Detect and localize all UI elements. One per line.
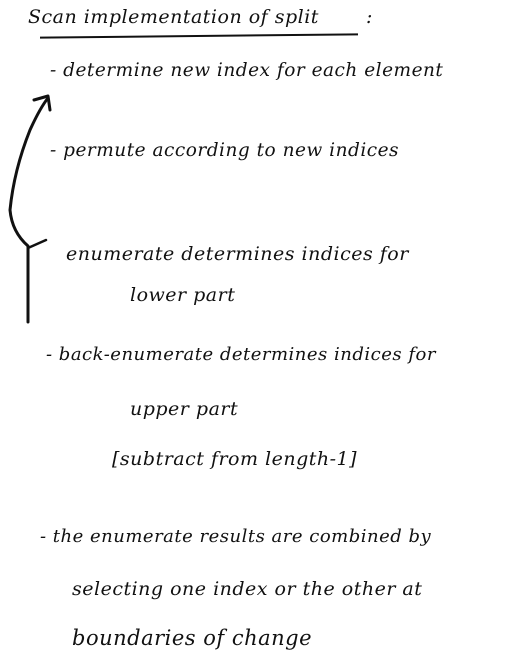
note-title: Scan implementation of split — [28, 6, 319, 28]
note-line-upper-part: upper part — [130, 398, 239, 420]
note-line-determine-index: - determine new index for each element — [50, 60, 444, 81]
note-line-selecting: selecting one index or the other at — [72, 578, 423, 600]
note-line-subtract: [subtract from length-1] — [112, 448, 358, 470]
note-line-back-enumerate: - back-enumerate determines indices for — [46, 344, 436, 365]
note-line-boundaries: boundaries of change — [72, 626, 313, 650]
note-line-enumerate: enumerate determines indices for — [66, 243, 409, 265]
note-line-combined: - the enumerate results are combined by — [40, 526, 432, 547]
title-colon: : — [366, 6, 373, 28]
note-line-permute: - permute according to new indices — [50, 140, 400, 161]
note-line-lower-part: lower part — [130, 284, 236, 306]
